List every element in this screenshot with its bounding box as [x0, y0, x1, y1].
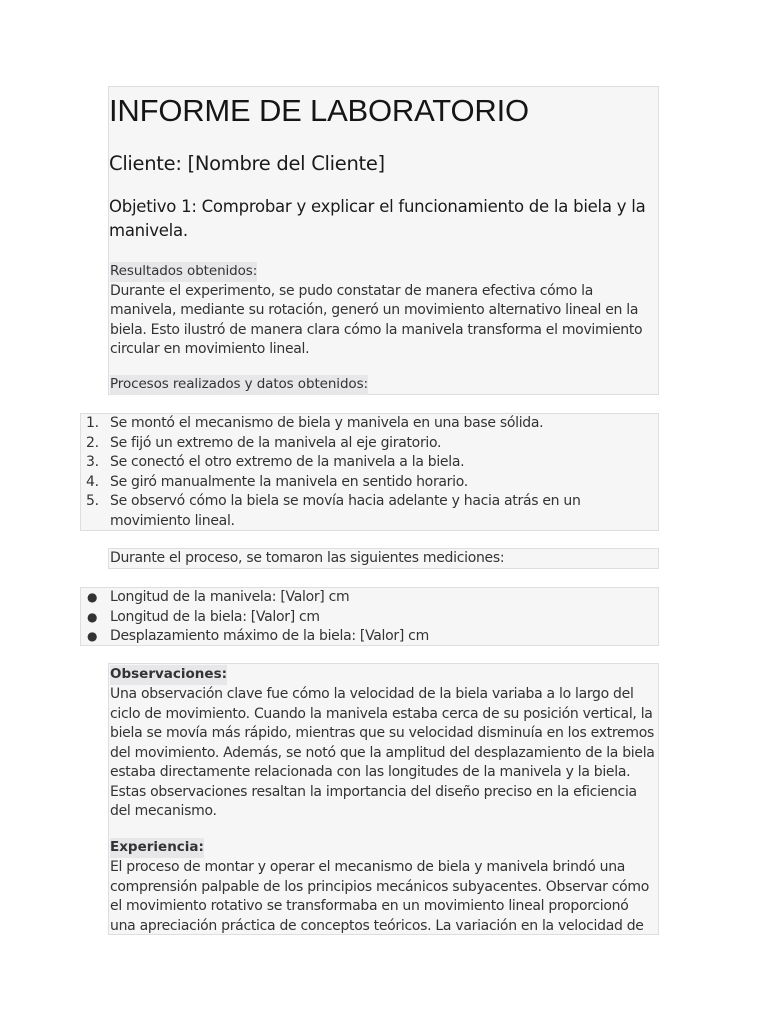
- steps-list: [81, 414, 660, 531]
- measurements-section: [80, 587, 659, 646]
- step-number: 4.: [86, 473, 99, 490]
- client-line: Cliente: [Nombre del Cliente]: [109, 152, 385, 175]
- list-item: [81, 492, 660, 531]
- results-section: [110, 260, 658, 360]
- observations-label: Observaciones:: [110, 665, 227, 685]
- step-text: Se conectó el otro extremo de la manivela a la biela.: [110, 454, 465, 470]
- bullet-icon: ●: [87, 590, 98, 604]
- experience-label: Experiencia:: [110, 838, 204, 858]
- step-text: Se fijó un extremo de la manivela al eje giratorio.: [110, 434, 442, 451]
- observations-text: Una observación clave fue cómo la velocidad de la biela variaba a lo largo del ciclo de movimiento. Cuando la manivela estaba cerca de su posición vertical, la biela se movía más rápido, mientras que su velocidad disminuía en los extremos del movimiento. Además, se notó que la amplitud del desplazamiento de la biela estaba directamente relacionada con las longitudes de la manivela y la biela. Estas observaciones resaltan la importancia del diseño preciso en la eficiencia del mecanismo.: [110, 686, 655, 819]
- bullet-icon: ●: [87, 609, 98, 624]
- results-text: Durante el experimento, se pudo constatar de manera efectiva cómo la manivela, mediante su rotación, generó un movimiento alternativo lineal en la biela. Esto ilustró de manera clara cómo la manivela transforma el movimiento circular en movimiento lineal.: [110, 282, 643, 357]
- measurements-intro: Durante el proceso, se tomaron las siguientes mediciones:: [110, 550, 505, 566]
- step-number: 1.: [86, 415, 99, 431]
- bullet-icon: ●: [87, 629, 98, 643]
- step-text: Se montó el mecanismo de biela y manivela en una base sólida.: [110, 415, 544, 431]
- step-text: Se observó cómo la biela se movía hacia adelante y hacia atrás en un movimiento lineal.: [110, 493, 581, 529]
- measurements-list: [81, 588, 660, 647]
- measurements-intro-section: [108, 548, 659, 569]
- step-text: Se giró manualmente la manivela en sentido horario.: [110, 473, 468, 490]
- step-number: 2.: [86, 434, 99, 451]
- list-item: [81, 414, 660, 434]
- list-item: [81, 453, 660, 473]
- observations-section: [108, 663, 659, 935]
- measurement-text: Desplazamiento máximo de la biela: [Valor] cm: [110, 628, 429, 644]
- results-label: Resultados obtenidos:: [110, 262, 257, 282]
- step-number: 5.: [86, 493, 99, 509]
- step-number: 3.: [86, 454, 99, 470]
- document-title: INFORME DE LABORATORIO: [109, 93, 529, 128]
- list-item: [81, 608, 660, 628]
- processes-label: Procesos realizados y datos obtenidos:: [110, 375, 368, 395]
- objective-heading: Objetivo 1: Comprobar y explicar el funcionamiento de la biela y la manivela.: [109, 197, 646, 240]
- experience-text: El proceso de montar y operar el mecanismo de biela y manivela brindó una comprensión palpable de los principios mecánicos subyacentes. Observar cómo el movimiento rotativo se transformaba en un movimiento lineal proporcionó una apreciación práctica de conceptos teóricos. La variación en la velocidad de: [110, 859, 649, 934]
- list-item: [81, 434, 660, 454]
- list-item: [81, 588, 660, 608]
- measurement-text: Longitud de la manivela: [Valor] cm: [110, 589, 350, 605]
- list-item: [81, 473, 660, 493]
- steps-section: [80, 413, 659, 531]
- list-item: [81, 627, 660, 647]
- intro-section: [108, 86, 659, 395]
- measurement-text: Longitud de la biela: [Valor] cm: [110, 608, 320, 625]
